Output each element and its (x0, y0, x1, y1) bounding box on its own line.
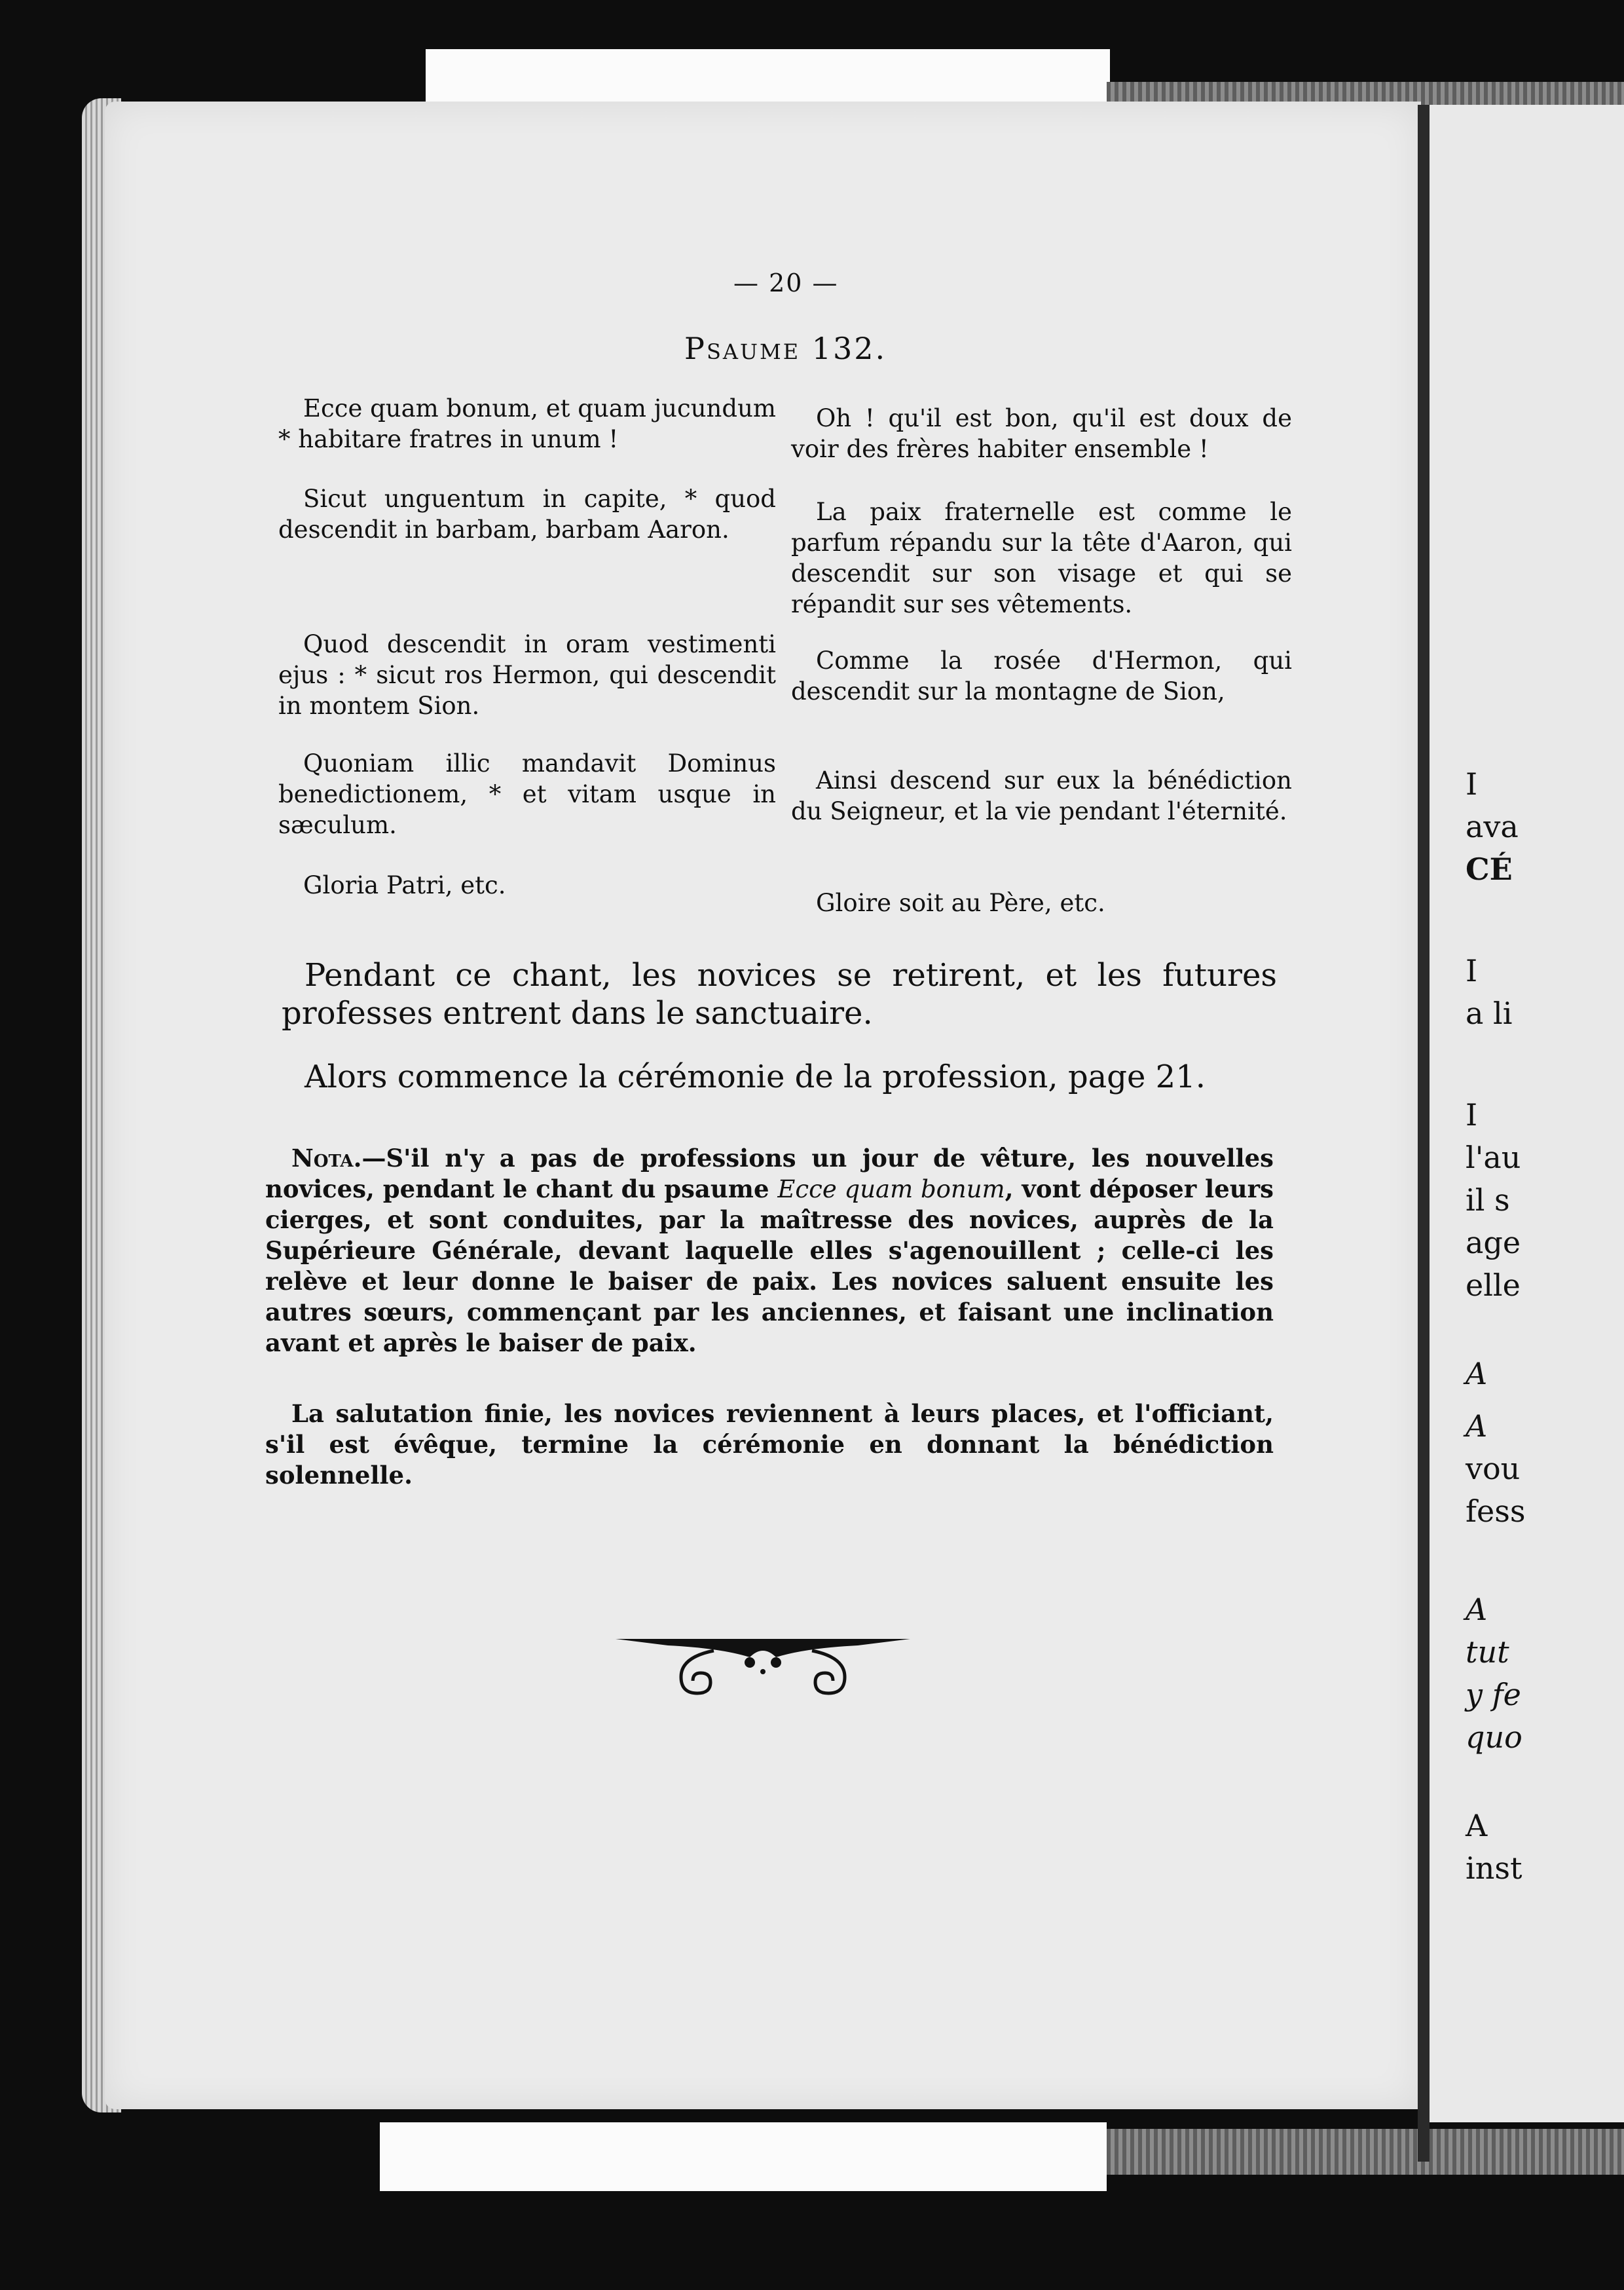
latin-verse (278, 748, 776, 840)
nota-text: La salutation finie, les novices reviennent à leurs places, et l'officiant, s'il est évêque, termine la cérémonie en donnant la bénédiction solennelle. (265, 1399, 1274, 1490)
rubric-paragraph (282, 956, 1277, 1032)
french-verse-text: La paix fraternelle est comme le parfum répandu sur la tête d'Aaron, qui descendit sur son visage et qui se répandit sur ses vêtements. (791, 498, 1292, 618)
french-verse (791, 765, 1292, 827)
nota-label: Nota. (291, 1144, 362, 1173)
film-strip-top (426, 49, 1110, 108)
french-verse (791, 888, 1292, 918)
right-fragment: vou (1466, 1451, 1521, 1486)
latin-verse-text: Gloria Patri, etc. (303, 871, 506, 899)
french-verse (791, 645, 1292, 707)
right-fragment: inst (1466, 1850, 1522, 1886)
right-page (1430, 105, 1624, 2122)
right-fragment: I (1466, 953, 1478, 988)
french-verse-text: Comme la rosée d'Hermon, qui descendit sur la montagne de Sion, (791, 647, 1292, 705)
right-fragment: I (1466, 766, 1478, 802)
right-fragment: A (1466, 1408, 1488, 1444)
right-fragment: CÉ (1466, 852, 1513, 887)
right-fragment: a li (1466, 996, 1513, 1031)
right-fragment: age (1466, 1225, 1521, 1260)
nota-paragraph (265, 1143, 1274, 1359)
rubric-paragraph (282, 1058, 1277, 1096)
film-strip-bottom (380, 2122, 1107, 2191)
right-fragment: l'au (1466, 1140, 1521, 1175)
right-fragment: y fe (1466, 1677, 1521, 1712)
nota-italic-title: Ecce quam bonum (777, 1175, 1005, 1203)
latin-verse (278, 870, 776, 901)
right-fragment: elle (1466, 1267, 1521, 1303)
book-gutter (1418, 105, 1430, 2162)
right-fragment: A (1466, 1808, 1488, 1843)
french-verse-text: Oh ! qu'il est bon, qu'il est doux de voir des frères habiter ensemble ! (791, 404, 1292, 463)
french-verse (791, 497, 1292, 620)
right-fragment: I (1466, 1097, 1478, 1133)
latin-verse (278, 629, 776, 721)
latin-verse-text: Sicut unguentum in capite, * quod descendit in barbam, barbam Aaron. (278, 485, 776, 544)
psalm-title: Psaume 132. (684, 331, 887, 366)
right-fragment: il s (1466, 1182, 1510, 1218)
right-fragment: quo (1466, 1719, 1522, 1755)
nota-text: , vont déposer leurs cierges, et sont conduites, par la maîtresse des novices, auprès de la Supérieure Générale, devant laquelle elles s'agenouillent ; celle-ci les relève et leur donne le baiser de paix. Les novices saluent ensuite les autres sœurs, commençant par les anciennes, et faisant une inclination avant et après le baiser de paix. (265, 1174, 1274, 1357)
nota-paragraph (265, 1398, 1274, 1491)
right-fragment: ava (1466, 809, 1519, 844)
right-fragment: tut (1466, 1634, 1509, 1670)
rubric-text: Pendant ce chant, les novices se retirent, et les futures professes entrent dans le sanctuaire. (282, 957, 1277, 1032)
latin-verse-text: Ecce quam bonum, et quam jucundum * habitare fratres in unum ! (278, 394, 776, 453)
french-verse (791, 403, 1292, 464)
right-fragment: fess (1466, 1493, 1526, 1529)
latin-verse-text: Quod descendit in oram vestimenti ejus : * sicut ros Hermon, qui descendit in montem Sion. (278, 630, 776, 720)
right-fragment: A (1466, 1592, 1488, 1627)
nota-text: —S'il n'y a pas de professions un jour de vêture, les nouvelles novices, pendant le chant du psaume (265, 1144, 1274, 1203)
page-number: — 20 — (733, 269, 839, 297)
rubric-text: Alors commence la cérémonie de la profession, page 21. (304, 1059, 1206, 1095)
film-strip-bottom-right (1107, 2129, 1624, 2175)
french-verse-text: Gloire soit au Père, etc. (816, 889, 1105, 917)
french-verse-text: Ainsi descend sur eux la bénédiction du Seigneur, et la vie pendant l'éternité. (791, 766, 1292, 825)
latin-verse-text: Quoniam illic mandavit Dominus benedictionem, * et vitam usque in sæculum. (278, 749, 776, 839)
latin-verse (278, 393, 776, 455)
latin-verse (278, 483, 776, 545)
ornament-flourish (609, 1631, 917, 1703)
right-fragment: A (1466, 1356, 1488, 1391)
